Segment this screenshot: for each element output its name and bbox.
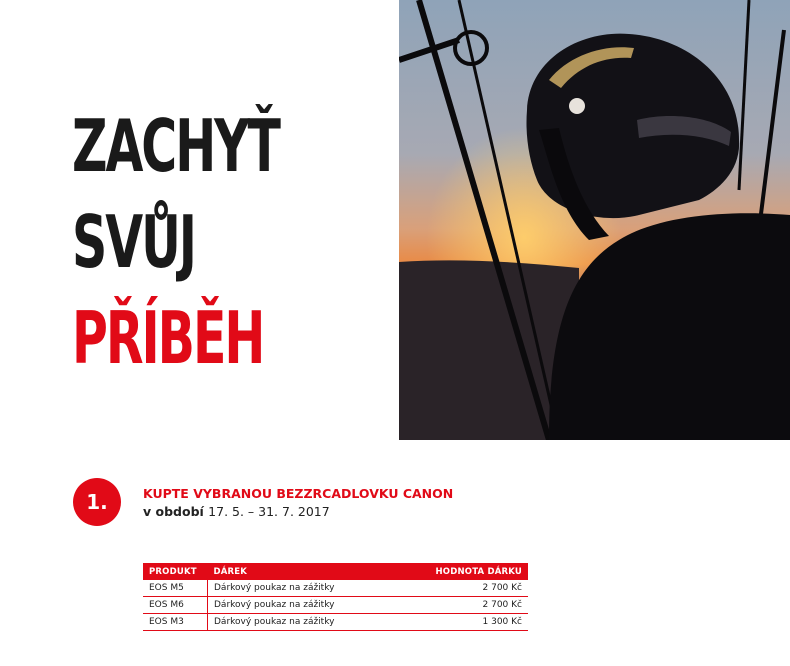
table-header-row (143, 563, 528, 580)
step-number-badge: 1. (73, 478, 121, 526)
step-period (143, 504, 330, 519)
header-gift-value: HODNOTA DÁRKU (392, 563, 528, 580)
headline-line-2: SVŮJ (72, 200, 195, 284)
table-row (143, 580, 528, 597)
table-row (143, 597, 528, 614)
cell-product: EOS M3 (143, 614, 208, 631)
gift-table (143, 563, 528, 631)
headline (72, 98, 279, 386)
cell-gift: Dárkový poukaz na zážitky (208, 580, 392, 597)
header-gift: DÁREK (208, 563, 392, 580)
headline-line-1: ZACHYŤ (72, 104, 279, 188)
step-title: KUPTE VYBRANOU BEZZRCADLOVKU CANON (143, 486, 454, 501)
cell-value: 1 300 Kč (392, 614, 528, 631)
header-product: PRODUKT (143, 563, 208, 580)
cell-gift: Dárkový poukaz na zážitky (208, 614, 392, 631)
cell-product: EOS M6 (143, 597, 208, 614)
period-label: v období (143, 504, 204, 519)
cell-value: 2 700 Kč (392, 580, 528, 597)
cell-product: EOS M5 (143, 580, 208, 597)
table-row (143, 614, 528, 631)
cell-gift: Dárkový poukaz na zážitky (208, 597, 392, 614)
headline-line-3: PŘÍBĚH (72, 296, 264, 380)
paraglider-photo (399, 0, 790, 440)
paraglider-silhouette-image (399, 0, 790, 440)
period-value: 17. 5. – 31. 7. 2017 (208, 504, 330, 519)
cell-value: 2 700 Kč (392, 597, 528, 614)
